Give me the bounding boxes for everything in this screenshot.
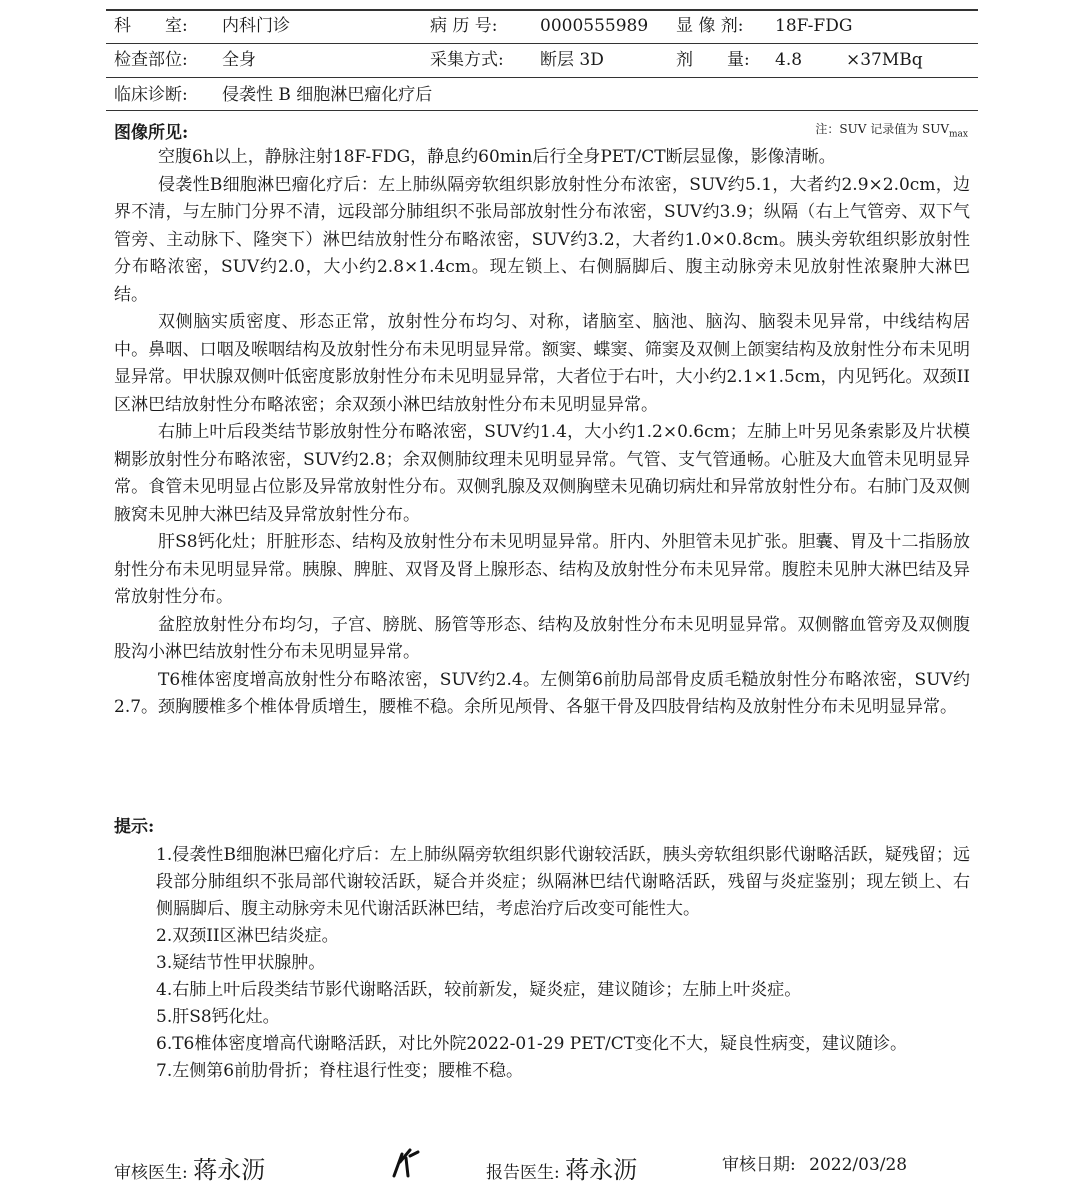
- findings-paragraph: 肝S8钙化灶；肝脏形态、结构及放射性分布未见明显异常。肝内、外胆管未见扩张。胆囊、胃及十二指肠放射性分布未见明显异常。胰腺、脾脏、双肾及肾上腺形态、结构及放射性分布未见异常。腹腔未见肿大淋巴结及异常放射性分布。: [114, 532, 970, 607]
- hints-list: [152, 842, 970, 1085]
- mode-label: 采集方式:: [430, 50, 504, 70]
- site-label: 检查部位:: [114, 50, 188, 70]
- reviewer-name: 蒋永沥: [193, 1156, 266, 1184]
- hint-item: 3.疑结节性甲状腺肿。: [156, 953, 326, 973]
- reporter-signature: [486, 1150, 637, 1185]
- header-rule-2: [106, 77, 978, 78]
- diagnosis-label: 临床诊断:: [114, 85, 188, 105]
- findings-paragraph: 空腹6h以上，静脉注射18F-FDG，静息约60min后行全身PET/CT断层显像，影像清晰。: [158, 147, 836, 167]
- suv-note: [815, 120, 968, 139]
- diagnosis-value: 侵袭性 B 细胞淋巴瘤化疗后: [222, 85, 433, 105]
- hint-item: 1.侵袭性B细胞淋巴瘤化疗后：左上肺纵隔旁软组织影代谢较活跃，胰头旁软组织影代谢略活跃，疑残留；远段部分肺组织不张局部代谢较活跃，疑合并炎症；纵隔淋巴结代谢略活跃，残留与炎症鉴别；现左锁上、右侧膈脚后、腹主动脉旁未见代谢活跃淋巴结，考虑治疗后改变可能性大。: [156, 845, 970, 919]
- record-value: 0000555989: [540, 16, 649, 36]
- reviewer-signature: [114, 1150, 265, 1185]
- hint-item: 2.双颈II区淋巴结炎症。: [156, 926, 339, 946]
- site-value: 全身: [222, 50, 256, 70]
- reporter-label: 报告医生:: [486, 1163, 560, 1183]
- record-label: 病 历 号:: [430, 16, 498, 36]
- findings-title: 图像所见:: [114, 123, 189, 143]
- dose-unit: ×37MBq: [846, 50, 923, 70]
- suv-note-sub: max: [949, 129, 968, 140]
- dose-value: 4.8: [775, 50, 803, 70]
- findings-paragraph: 双侧脑实质密度、形态正常，放射性分布均匀、对称，诸脑室、脑池、脑沟、脑裂未见异常，中线结构居中。鼻咽、口咽及喉咽结构及放射性分布未见明显异常。额窦、蝶窦、筛窦及双侧上颌窦结构及放射性分布未见明显异常。甲状腺双侧叶低密度影放射性分布未见明显异常，大者位于右叶，大小约2.1×1.5cm，内见钙化。双颈II区淋巴结放射性分布略浓密；余双颈小淋巴结放射性分布未见明显异常。: [114, 312, 970, 415]
- findings-body: [114, 144, 970, 722]
- header-top-rule: [106, 9, 978, 11]
- reviewer-label: 审核医生:: [114, 1163, 188, 1183]
- dose-label: 剂 量:: [676, 50, 750, 70]
- suv-note-text: 注：SUV 记录值为 SUV: [815, 122, 950, 136]
- review-date: [722, 1150, 907, 1175]
- dept-label: 科 室:: [114, 16, 188, 36]
- date-label: 审核日期:: [722, 1155, 796, 1175]
- hint-item: 4.右肺上叶后段类结节影代谢略活跃，较前新发，疑炎症，建议随诊；左肺上叶炎症。: [156, 980, 802, 1000]
- mode-value: 断层 3D: [540, 50, 604, 70]
- findings-paragraph: 侵袭性B细胞淋巴瘤化疗后：左上肺纵隔旁软组织影放射性分布浓密，SUV约5.1，大者约2.9×2.0cm，边界不清，与左肺门分界不清，远段部分肺组织不张局部放射性分布浓密，SUV约3.9；纵隔（右上气管旁、双下气管旁、主动脉下、隆突下）淋巴结放射性分布略浓密，SUV约3.2，大者约1.0×0.8cm。胰头旁软组织影放射性分布略浓密，SUV约2.0，大小约2.8×1.4cm。现左锁上、右侧膈脚后、腹主动脉旁未见放射性浓聚肿大淋巴结。: [114, 174, 970, 305]
- tracer-label: 显 像 剂:: [676, 16, 744, 36]
- hint-item: 5.肝S8钙化灶。: [156, 1007, 280, 1027]
- hints-title: 提示:: [114, 817, 155, 837]
- header-rule-1: [106, 43, 978, 44]
- date-value: 2022/03/28: [809, 1155, 908, 1175]
- hint-item: 7.左侧第6前肋骨折；脊柱退行性变；腰椎不稳。: [156, 1061, 524, 1081]
- tracer-value: 18F-FDG: [775, 16, 853, 36]
- findings-paragraph: 右肺上叶后段类结节影放射性分布略浓密，SUV约1.4，大小约1.2×0.6cm；左肺上叶另见条索影及片状模糊影放射性分布略浓密，SUV约2.8；余双侧肺纹理未见明显异常。气管、支气管通畅。心脏及大血管未见明显异常。食管未见明显占位影及异常放射性分布。双侧乳腺及双侧胸壁未见确切病灶和异常放射性分布。右肺门及双侧腋窝未见肿大淋巴结及异常放射性分布。: [114, 422, 970, 525]
- dept-value: 内科门诊: [222, 16, 290, 36]
- handwritten-signature: [388, 1148, 428, 1178]
- hint-item: 6.T6椎体密度增高代谢略活跃，对比外院2022-01-29 PET/CT变化不大，疑良性病变，建议随诊。: [156, 1034, 908, 1054]
- header-rule-3: [106, 110, 978, 111]
- findings-paragraph: 盆腔放射性分布均匀，子宫、膀胱、肠管等形态、结构及放射性分布未见明显异常。双侧髂血管旁及双侧腹股沟小淋巴结放射性分布未见明显异常。: [114, 614, 970, 662]
- findings-paragraph: T6椎体密度增高放射性分布略浓密，SUV约2.4。左侧第6前肋局部骨皮质毛糙放射性分布略浓密，SUV约2.7。颈胸腰椎多个椎体骨质增生，腰椎不稳。余所见颅骨、各躯干骨及四肢骨结构及放射性分布未见明显异常。: [114, 669, 970, 717]
- reporter-name: 蒋永沥: [565, 1156, 638, 1184]
